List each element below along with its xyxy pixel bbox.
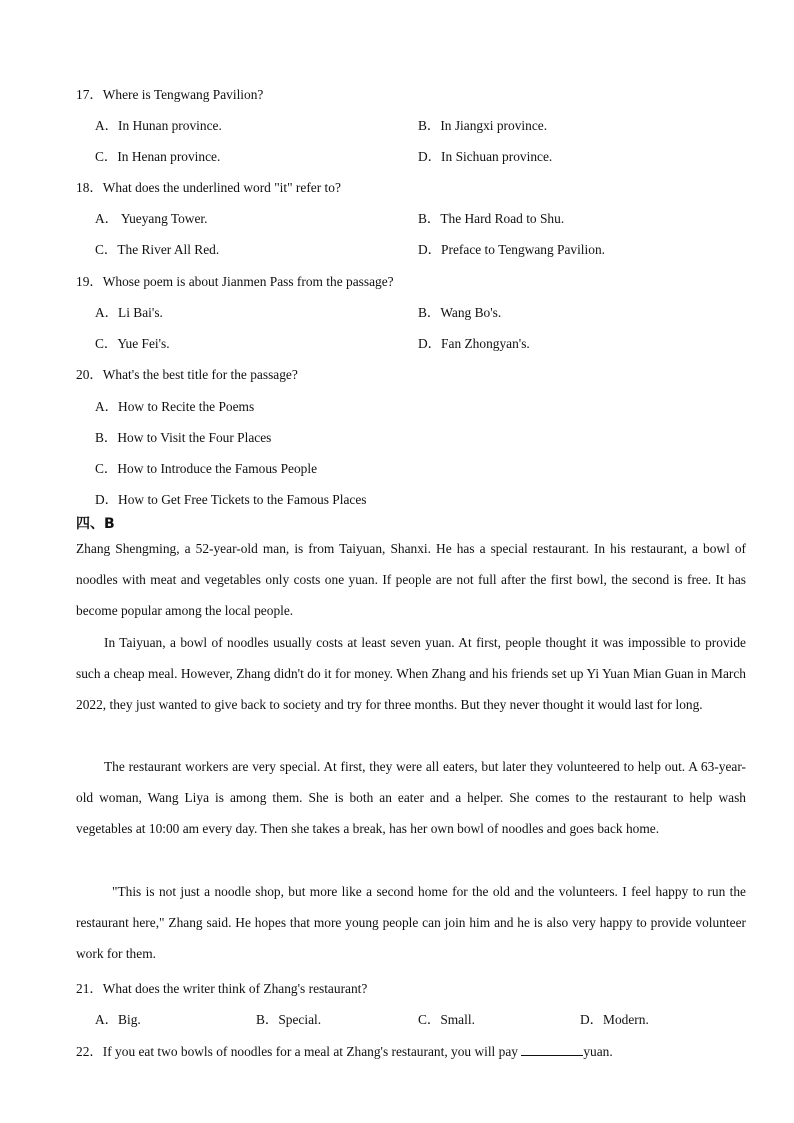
question-text: What does the writer think of Zhang's restaurant? [102,981,368,996]
option-21c: C．Small. [418,1012,475,1027]
option-17b: B．In Jiangxi province. [418,118,548,133]
question-text: If you eat two bowls of noodles for a meal at Zhang's restaurant, you will pay [102,1044,522,1059]
question-text-end: yuan. [583,1044,613,1059]
question-text: What does the underlined word "it" refer to? [102,180,341,195]
option-20b: B．How to Visit the Four Places [95,430,272,445]
option-17c: C．In Henan province. [95,149,221,164]
question-number: 21． [76,981,103,996]
question-text: Whose poem is about Jianmen Pass from the passage? [102,274,394,289]
option-20c: C．How to Introduce the Famous People [95,461,318,476]
option-17d: D．In Sichuan province. [418,149,553,164]
question-20 [76,364,298,383]
question-number: 17． [76,87,103,102]
question-number: 22． [76,1044,103,1059]
question-18 [76,177,341,196]
option-20d: D．How to Get Free Tickets to the Famous Places [95,492,367,507]
option-21b: B．Special. [256,1012,322,1027]
question-text: What's the best title for the passage? [102,367,298,382]
passage-paragraph-4: "This is not just a noodle shop, but more like a second home for the old and the volunteers. I feel happy to run the restaurant here," Zhang said. He hopes that more young people can join him and he is also very happy to provide volunteer work for them. [76,884,746,962]
option-17a: A．In Hunan province. [95,118,222,133]
question-17 [76,84,263,103]
option-21a: A．Big. [95,1012,141,1027]
option-21d: D．Modern. [580,1012,649,1027]
question-22 [76,1041,613,1060]
option-18d: D．Preface to Tengwang Pavilion. [418,242,605,257]
option-18b: B．The Hard Road to Shu. [418,211,565,226]
option-19d: D．Fan Zhongyan's. [418,336,530,351]
option-18a: A． Yueyang Tower. [95,211,208,226]
passage-paragraph-3: The restaurant workers are very special. At first, they were all eaters, but later they volunteered to help out. A 63-year-old woman, Wang Liya is among them. She is both an eater and a helper. She comes to the restaurant to help wash vegetables at 10:00 am every day. Then she takes a break, has her own bowl of noodles and goes back home. [76,759,746,837]
option-18c: C．The River All Red. [95,242,220,257]
option-19a: A．Li Bai's. [95,305,163,320]
option-19c: C．Yue Fei's. [95,336,170,351]
question-number: 19． [76,274,103,289]
answer-blank[interactable] [521,1043,583,1056]
question-21 [76,978,367,997]
question-number: 18． [76,180,103,195]
question-text: Where is Tengwang Pavilion? [102,87,264,102]
passage-paragraph-1: Zhang Shengming, a 52-year-old man, is from Taiyuan, Shanxi. He has a special restaurant. In his restaurant, a bowl of noodles with meat and vegetables only costs one yuan. If people are not full after the first bowl, the second is free. It has become popular among the local people. [76,541,746,619]
section-heading: 四、B [76,516,115,532]
option-20a: A．How to Recite the Poems [95,399,255,414]
option-19b: B．Wang Bo's. [418,305,502,320]
question-19 [76,271,394,290]
question-number: 20． [76,367,103,382]
passage-paragraph-2: In Taiyuan, a bowl of noodles usually costs at least seven yuan. At first, people thought it was impossible to provide such a cheap meal. However, Zhang didn't do it for money. When Zhang and his friends set up Yi Yuan Mian Guan in March 2022, they just wanted to give back to society and try for three months. But they never thought it would last for long. [76,635,746,713]
